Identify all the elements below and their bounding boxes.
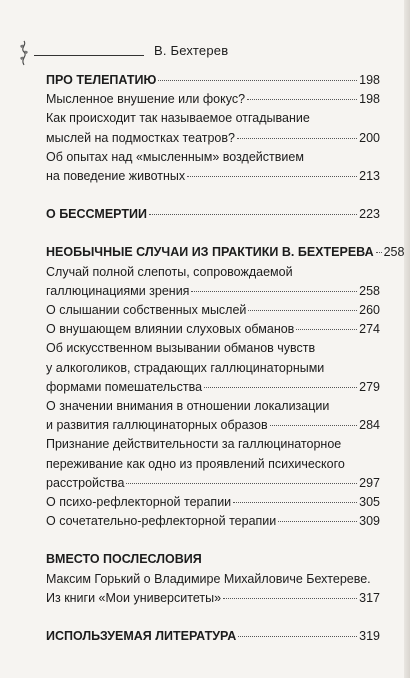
page-number: 297 (359, 475, 380, 490)
running-header (16, 40, 396, 64)
entry-text: О внушающем влиянии слуховых обманов (46, 322, 295, 337)
entry-text-line: мыслей на подмостках театров? (46, 130, 235, 145)
table-of-contents (46, 71, 405, 646)
leader-dots (270, 425, 358, 426)
entry-text-line: Признание действительности за галлюцинаторное (46, 437, 342, 452)
entry-text-line: Об искусственном вызывании обманов чувств (46, 341, 316, 356)
page-number: 260 (359, 303, 380, 318)
toc-section-telepathy[interactable] (46, 71, 380, 90)
leader-dots (191, 291, 357, 292)
page-number: 223 (359, 207, 380, 222)
entry-text-line: переживание как одно из проявлений психического (46, 456, 345, 471)
page-number: 213 (359, 169, 380, 184)
entry-text: Мысленное внушение или фокус? (46, 92, 246, 107)
entry-text-line: формами помешательства (46, 379, 203, 394)
page-number: 198 (359, 73, 380, 87)
leader-dots (296, 329, 357, 330)
page-number: 258 (383, 245, 405, 260)
entry-text: О сочетательно-рефлекторной терапии (46, 514, 277, 529)
entry-text-line: у алкоголиков, страдающих галлюцинаторными (46, 360, 325, 375)
toc-entry[interactable] (46, 90, 380, 109)
leader-dots (248, 310, 357, 311)
page-number: 274 (359, 322, 380, 337)
toc-entry[interactable] (46, 397, 380, 435)
leader-dots (237, 138, 357, 139)
entry-text-line: Максим Горький о Владимире Михайловиче Бехтереве. (46, 571, 371, 586)
vine-ornament-icon (16, 40, 32, 66)
toc-entry[interactable] (46, 109, 380, 147)
toc-entry[interactable] (46, 339, 380, 397)
page-number: 305 (359, 495, 380, 510)
entry-text-line: О значении внимания в отношении локализации (46, 399, 330, 414)
toc-entry[interactable] (46, 320, 380, 339)
toc-section-afterword[interactable] (46, 550, 380, 569)
entry-text: О слышании собственных мыслей (46, 303, 247, 318)
toc-entry[interactable] (46, 263, 380, 301)
entry-text: О психо-рефлекторной терапии (46, 495, 232, 510)
leader-dots (223, 598, 357, 599)
leader-dots (204, 387, 357, 388)
section-title: ИСПОЛЬЗУЕМАЯ ЛИТЕРАТУРА (46, 629, 237, 644)
leader-dots (247, 99, 357, 100)
toc-section-immortality[interactable] (46, 205, 380, 224)
page-number: 284 (359, 418, 380, 433)
toc-entry[interactable] (46, 493, 380, 512)
page-number: 319 (359, 629, 380, 644)
toc-entry[interactable] (46, 570, 380, 608)
page-number: 279 (359, 379, 380, 394)
leader-dots (376, 252, 382, 253)
leader-dots (233, 502, 357, 503)
leader-dots (278, 521, 357, 522)
page-number: 198 (359, 92, 380, 107)
running-head: В. Бехтерев (154, 43, 229, 58)
entry-text-line: Случай полной слепоты, сопровождаемой (46, 264, 293, 279)
entry-text-line: Об опытах над «мысленным» воздействием (46, 149, 304, 164)
section-title: ПРО ТЕЛЕПАТИЮ (46, 73, 157, 87)
page-edge (404, 0, 410, 678)
toc-entry[interactable] (46, 435, 380, 493)
leader-dots (126, 483, 357, 484)
toc-entry[interactable] (46, 301, 380, 320)
page-number: 258 (359, 283, 380, 298)
entry-text-line: галлюцинациями зрения (46, 283, 190, 298)
entry-text-line: на поведение животных (46, 169, 186, 184)
entry-text-line: и развития галлюцинаторных образов (46, 418, 268, 433)
toc-entry[interactable] (46, 512, 380, 531)
entry-text-line: Как происходит так называемое отгадывание (46, 111, 310, 126)
entry-text-line: расстройства (46, 475, 125, 490)
entry-text-line: Из книги «Мои университеты» (46, 590, 222, 605)
toc-section-references[interactable] (46, 627, 380, 646)
leader-dots (238, 636, 357, 637)
leader-dots (187, 176, 357, 177)
page-number: 317 (359, 590, 380, 605)
section-title: НЕОБЫЧНЫЕ СЛУЧАИ ИЗ ПРАКТИКИ В. БЕХТЕРЕВА (46, 245, 374, 260)
page-number: 200 (359, 130, 380, 145)
toc-section-unusual-cases[interactable] (46, 243, 405, 262)
leader-dots (149, 214, 357, 215)
header-rule (34, 55, 144, 56)
section-title: О БЕССМЕРТИИ (46, 207, 147, 222)
leader-dots (158, 80, 357, 81)
section-title: ВМЕСТО ПОСЛЕСЛОВИЯ (46, 552, 202, 567)
page-number: 309 (359, 514, 380, 529)
toc-entry[interactable] (46, 148, 380, 186)
